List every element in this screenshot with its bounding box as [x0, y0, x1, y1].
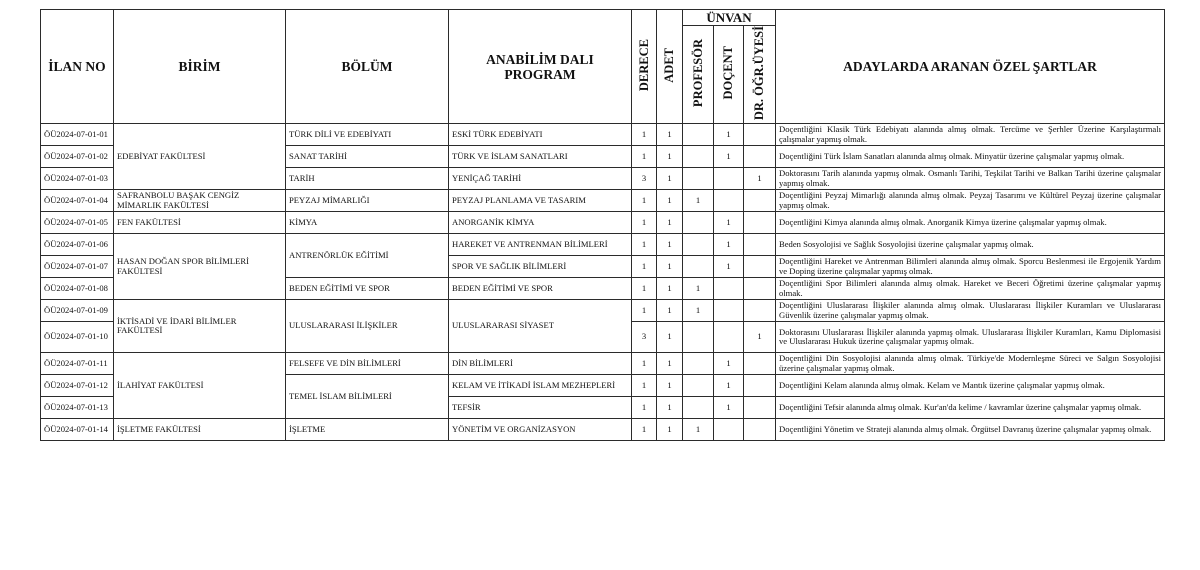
- cell-profesor: [683, 322, 714, 353]
- cell-sartlar: Doçentliğini Uluslararası İlişkiler alanında almış olmak. Uluslararası İlişkiler Kuramları ve Uluslararası Güvenlik üzerine çalışmalar yapmış olmak.: [776, 300, 1165, 322]
- table-row: [41, 300, 1165, 322]
- cell-adet: 1: [657, 190, 683, 212]
- cell-anabilim: TEFSİR: [449, 397, 632, 419]
- header-adet-text: ADET: [662, 47, 676, 83]
- cell-bolum: ULUSLARARASI İLİŞKİLER: [286, 300, 449, 353]
- cell-birim: İKTİSADİ VE İDARİ BİLİMLER FAKÜLTESİ: [114, 300, 286, 353]
- cell-profesor: [683, 353, 714, 375]
- cell-derece: 1: [632, 278, 657, 300]
- cell-sartlar: Doçentliğini Kelam alanında almış olmak. Kelam ve Mantık üzerine çalışmalar yapmış olmak.: [776, 375, 1165, 397]
- cell-adet: 1: [657, 256, 683, 278]
- header-profesor: [683, 26, 714, 124]
- cell-ilan-no: ÖÜ2024-07-01-01: [41, 124, 114, 146]
- cell-anabilim: BEDEN EĞİTİMİ VE SPOR: [449, 278, 632, 300]
- cell-ilan-no: ÖÜ2024-07-01-11: [41, 353, 114, 375]
- cell-anabilim: YENİÇAĞ TARİHİ: [449, 168, 632, 190]
- cell-derece: 1: [632, 190, 657, 212]
- cell-anabilim: KELAM VE İTİKADİ İSLAM MEZHEPLERİ: [449, 375, 632, 397]
- cell-bolum: TÜRK DİLİ VE EDEBİYATI: [286, 124, 449, 146]
- cell-anabilim: ESKİ TÜRK EDEBİYATI: [449, 124, 632, 146]
- cell-docent: 1: [714, 234, 744, 256]
- cell-ilan-no: ÖÜ2024-07-01-02: [41, 146, 114, 168]
- cell-profesor: [683, 212, 714, 234]
- cell-adet: 1: [657, 212, 683, 234]
- cell-ilan-no: ÖÜ2024-07-01-09: [41, 300, 114, 322]
- cell-sartlar: Doktorasını Uluslararası İlişkiler alanında yapmış olmak. Uluslararası İlişkiler Kuramları, Kamu Diplomasisi ve Uluslararası Hukuk üzerine çalışmalar yapmış olmak.: [776, 322, 1165, 353]
- cell-profesor: [683, 146, 714, 168]
- cell-derece: 1: [632, 212, 657, 234]
- cell-dr-ogr: 1: [744, 322, 776, 353]
- cell-sartlar: Doçentliğini Din Sosyolojisi alanında almış olmak. Türkiye'de Modernleşme Süreci ve Salgın Sosyolojisi üzerine çalışmalar yapmış olmak.: [776, 353, 1165, 375]
- cell-adet: 1: [657, 278, 683, 300]
- cell-docent: 1: [714, 397, 744, 419]
- cell-ilan-no: ÖÜ2024-07-01-03: [41, 168, 114, 190]
- cell-adet: 1: [657, 124, 683, 146]
- cell-sartlar: Doçentliğini Tefsir alanında almış olmak. Kur'an'da kelime / kavramlar üzerine çalışmalar yapmış olmak.: [776, 397, 1165, 419]
- cell-bolum: TARİH: [286, 168, 449, 190]
- cell-sartlar: Doçentliğini Peyzaj Mimarlığı alanında almış olmak. Peyzaj Tasarımı ve Kültürel Peyzaj üzerine çalışmalar yapmış olmak.: [776, 190, 1165, 212]
- cell-adet: 1: [657, 397, 683, 419]
- table-header: [41, 10, 1165, 124]
- cell-ilan-no: ÖÜ2024-07-01-08: [41, 278, 114, 300]
- cell-docent: [714, 322, 744, 353]
- cell-anabilim: HAREKET VE ANTRENMAN BİLİMLERİ: [449, 234, 632, 256]
- cell-docent: 1: [714, 353, 744, 375]
- cell-anabilim: DİN BİLİMLERİ: [449, 353, 632, 375]
- cell-ilan-no: ÖÜ2024-07-01-04: [41, 190, 114, 212]
- header-sartlar: ADAYLARDA ARANAN ÖZEL ŞARTLAR: [776, 10, 1165, 124]
- cell-derece: 3: [632, 322, 657, 353]
- header-ilan-no: İLAN NO: [41, 10, 114, 124]
- cell-bolum: PEYZAJ MİMARLIĞI: [286, 190, 449, 212]
- cell-ilan-no: ÖÜ2024-07-01-14: [41, 419, 114, 441]
- cell-profesor: 1: [683, 190, 714, 212]
- cell-profesor: [683, 375, 714, 397]
- header-adet: [657, 10, 683, 124]
- header-unvan: ÜNVAN: [683, 10, 776, 26]
- header-docent: [714, 26, 744, 124]
- cell-anabilim: SPOR VE SAĞLIK BİLİMLERİ: [449, 256, 632, 278]
- cell-adet: 1: [657, 353, 683, 375]
- cell-docent: [714, 300, 744, 322]
- cell-ilan-no: ÖÜ2024-07-01-07: [41, 256, 114, 278]
- cell-docent: 1: [714, 212, 744, 234]
- cell-bolum: TEMEL İSLAM BİLİMLERİ: [286, 375, 449, 419]
- cell-anabilim: PEYZAJ PLANLAMA VE TASARIM: [449, 190, 632, 212]
- cell-sartlar: Doçentliğini Türk İslam Sanatları alanında almış olmak. Minyatür üzerine çalışmalar yapmış olmak.: [776, 146, 1165, 168]
- cell-profesor: [683, 256, 714, 278]
- header-derece-text: DERECE: [636, 39, 651, 92]
- cell-birim: EDEBİYAT FAKÜLTESİ: [114, 124, 286, 190]
- cell-bolum: İŞLETME: [286, 419, 449, 441]
- cell-docent: 1: [714, 256, 744, 278]
- cell-dr-ogr: [744, 124, 776, 146]
- cell-dr-ogr: [744, 397, 776, 419]
- header-profesor-text: PROFESÖR: [690, 39, 705, 108]
- cell-sartlar: Doçentliğini Klasik Türk Edebiyatı alanında almış olmak. Tercüme ve Şerhler Üzerine Karşılaştırmalı çalışmalar yapmış olmak.: [776, 124, 1165, 146]
- header-derece: [632, 10, 657, 124]
- cell-docent: 1: [714, 146, 744, 168]
- cell-docent: [714, 419, 744, 441]
- cell-adet: 1: [657, 234, 683, 256]
- cell-ilan-no: ÖÜ2024-07-01-12: [41, 375, 114, 397]
- cell-ilan-no: ÖÜ2024-07-01-05: [41, 212, 114, 234]
- cell-derece: 1: [632, 146, 657, 168]
- cell-dr-ogr: [744, 375, 776, 397]
- table-row: [41, 212, 1165, 234]
- cell-derece: 1: [632, 375, 657, 397]
- cell-derece: 1: [632, 256, 657, 278]
- cell-dr-ogr: [744, 278, 776, 300]
- cell-sartlar: Doçentliğini Spor Bilimleri alanında almış olmak. Hareket ve Beceri Öğretimi üzerine çalışmalar yapmış olmak.: [776, 278, 1165, 300]
- cell-derece: 3: [632, 168, 657, 190]
- cell-bolum: ANTRENÖRLÜK EĞİTİMİ: [286, 234, 449, 278]
- cell-sartlar: Doçentliğini Hareket ve Antrenman Bilimleri alanında almış olmak. Sporcu Beslenmesi ile Ergojenik Yardım ve Doping üzerine çalışmalar yapmış olmak.: [776, 256, 1165, 278]
- cell-sartlar: Beden Sosyolojisi ve Sağlık Sosyolojisi üzerine çalışmalar yapmış olmak.: [776, 234, 1165, 256]
- cell-ilan-no: ÖÜ2024-07-01-06: [41, 234, 114, 256]
- cell-dr-ogr: [744, 190, 776, 212]
- header-bolum: BÖLÜM: [286, 10, 449, 124]
- cell-docent: 1: [714, 375, 744, 397]
- table-body: [41, 124, 1165, 441]
- cell-docent: [714, 168, 744, 190]
- cell-ilan-no: ÖÜ2024-07-01-13: [41, 397, 114, 419]
- cell-derece: 1: [632, 419, 657, 441]
- cell-derece: 1: [632, 124, 657, 146]
- cell-derece: 1: [632, 234, 657, 256]
- header-anabilim: ANABİLİM DALI PROGRAM: [449, 10, 632, 124]
- cell-bolum: SANAT TARİHİ: [286, 146, 449, 168]
- cell-sartlar: Doçentliğini Yönetim ve Strateji alanında almış olmak. Örgütsel Davranış üzerine çalışmalar yapmış olmak.: [776, 419, 1165, 441]
- cell-adet: 1: [657, 419, 683, 441]
- cell-adet: 1: [657, 375, 683, 397]
- cell-sartlar: Doktorasını Tarih alanında yapmış olmak. Osmanlı Tarihi, Teşkilat Tarihi ve Balkan Tarihi üzerine çalışmalar yapmış olmak.: [776, 168, 1165, 190]
- cell-birim: SAFRANBOLU BAŞAK CENGİZ MİMARLIK FAKÜLTESİ: [114, 190, 286, 212]
- cell-anabilim: TÜRK VE İSLAM SANATLARI: [449, 146, 632, 168]
- cell-docent: 1: [714, 124, 744, 146]
- cell-derece: 1: [632, 353, 657, 375]
- cell-adet: 1: [657, 322, 683, 353]
- header-docent-text: DOÇENT: [721, 46, 735, 100]
- cell-profesor: 1: [683, 278, 714, 300]
- cell-anabilim: YÖNETİM VE ORGANİZASYON: [449, 419, 632, 441]
- cell-anabilim: ANORGANİK KİMYA: [449, 212, 632, 234]
- table-row: [41, 234, 1165, 256]
- cell-docent: [714, 278, 744, 300]
- cell-dr-ogr: [744, 234, 776, 256]
- table-row: [41, 124, 1165, 146]
- table-row: [41, 190, 1165, 212]
- cell-dr-ogr: [744, 300, 776, 322]
- header-dr-ogr-text: DR. ÖĞR.ÜYESİ: [752, 26, 766, 121]
- header-dr-ogr: [744, 26, 776, 124]
- cell-dr-ogr: [744, 256, 776, 278]
- cell-sartlar: Doçentliğini Kimya alanında almış olmak. Anorganik Kimya üzerine çalışmalar yapmış olmak.: [776, 212, 1165, 234]
- cell-adet: 1: [657, 168, 683, 190]
- cell-bolum: BEDEN EĞİTİMİ VE SPOR: [286, 278, 449, 300]
- cell-birim: FEN FAKÜLTESİ: [114, 212, 286, 234]
- cell-docent: [714, 190, 744, 212]
- cell-derece: 1: [632, 397, 657, 419]
- cell-profesor: [683, 234, 714, 256]
- cell-dr-ogr: [744, 353, 776, 375]
- cell-birim: HASAN DOĞAN SPOR BİLİMLERİ FAKÜLTESİ: [114, 234, 286, 300]
- cell-derece: 1: [632, 300, 657, 322]
- header-birim: BİRİM: [114, 10, 286, 124]
- cell-adet: 1: [657, 300, 683, 322]
- cell-profesor: [683, 124, 714, 146]
- cell-profesor: [683, 168, 714, 190]
- table-row: [41, 353, 1165, 375]
- cell-bolum: KİMYA: [286, 212, 449, 234]
- cell-bolum: FELSEFE VE DİN BİLİMLERİ: [286, 353, 449, 375]
- cell-dr-ogr: 1: [744, 168, 776, 190]
- table-row: [41, 419, 1165, 441]
- cell-anabilim: ULUSLARARASI SİYASET: [449, 300, 632, 353]
- cell-profesor: 1: [683, 419, 714, 441]
- ilan-table: [40, 9, 1165, 441]
- cell-ilan-no: ÖÜ2024-07-01-10: [41, 322, 114, 353]
- cell-profesor: 1: [683, 300, 714, 322]
- cell-dr-ogr: [744, 212, 776, 234]
- cell-adet: 1: [657, 146, 683, 168]
- cell-birim: İLAHİYAT FAKÜLTESİ: [114, 353, 286, 419]
- cell-dr-ogr: [744, 146, 776, 168]
- cell-profesor: [683, 397, 714, 419]
- cell-dr-ogr: [744, 419, 776, 441]
- cell-birim: İŞLETME FAKÜLTESİ: [114, 419, 286, 441]
